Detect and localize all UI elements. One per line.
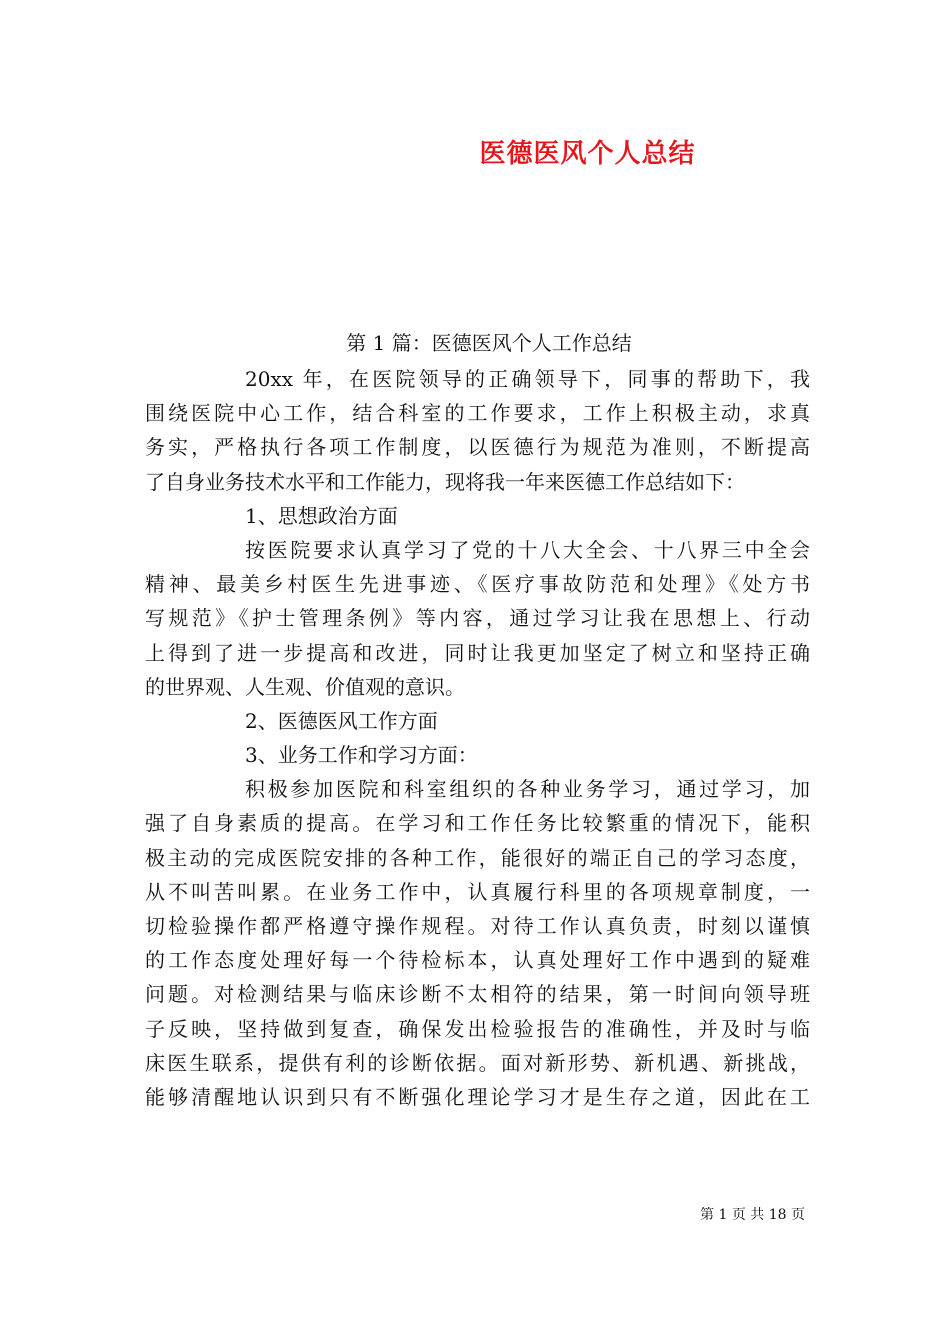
body-line: 20xx 年，在医院领导的正确领导下，同事的帮助下，我	[245, 367, 810, 391]
body-line: 床医生联系，提供有利的诊断依据。面对新形势、新机遇、新挑战，	[145, 1050, 810, 1075]
body-line: 极主动的完成医院安排的各种工作，能很好的端正自己的学习态度，	[145, 845, 810, 870]
body-line: 子反映，坚持做到复查，确保发出检验报告的准确性，并及时与临	[145, 1016, 810, 1041]
body-line: 精神、最美乡村医生先进事迹、《医疗事故防范和处理》《处方书	[145, 572, 810, 597]
body-line: 问题。对检测结果与临床诊断不太相符的结果，第一时间向领导班	[145, 982, 810, 1007]
body-line: 上得到了进一步提高和改进，同时让我更加坚定了树立和坚持正确	[145, 640, 810, 665]
body-line: 务实，严格执行各项工作制度，以医德行为规范为准则，不断提高	[145, 435, 810, 460]
body-text	[145, 362, 810, 1114]
section-item: 1、思想政治方面	[245, 503, 398, 528]
body-line: 按医院要求认真学习了党的十八大全会、十八界三中全会	[245, 537, 810, 562]
body-line: 的工作态度处理好每一个待检标本，认真处理好工作中遇到的疑难	[145, 948, 810, 973]
body-line: 强了自身素质的提高。在学习和工作任务比较繁重的情况下，能积	[145, 811, 810, 836]
body-line: 从不叫苦叫累。在业务工作中，认真履行科里的各项规章制度，一	[145, 879, 810, 904]
body-line: 围绕医院中心工作，结合科室的工作要求，工作上积极主动，求真	[145, 401, 810, 426]
body-line: 积极参加医院和科室组织的各种业务学习，通过学习，加	[245, 777, 810, 802]
page-footer: 第 1 页 共 18 页	[700, 1207, 805, 1223]
section-item: 2、医德医风工作方面	[245, 708, 438, 733]
body-line: 切检验操作都严格遵守操作规程。对待工作认真负责，时刻以谨慎	[145, 914, 810, 938]
section-item: 3、业务工作和学习方面：	[245, 743, 478, 768]
document-title: 医德医风个人总结	[479, 139, 696, 169]
body-line: 的世界观、人生观、价值观的意识。	[145, 674, 465, 699]
body-line: 写规范》《护士管理条例》等内容，通过学习让我在思想上、行动	[145, 606, 810, 631]
body-line: 了自身业务技术水平和工作能力，现将我一年来医德工作总结如下：	[145, 469, 745, 494]
section-heading: 第 1 篇：医德医风个人工作总结	[346, 331, 632, 355]
body-line: 能够清醒地认识到只有不断强化理论学习才是生存之道，因此在工	[145, 1084, 810, 1109]
